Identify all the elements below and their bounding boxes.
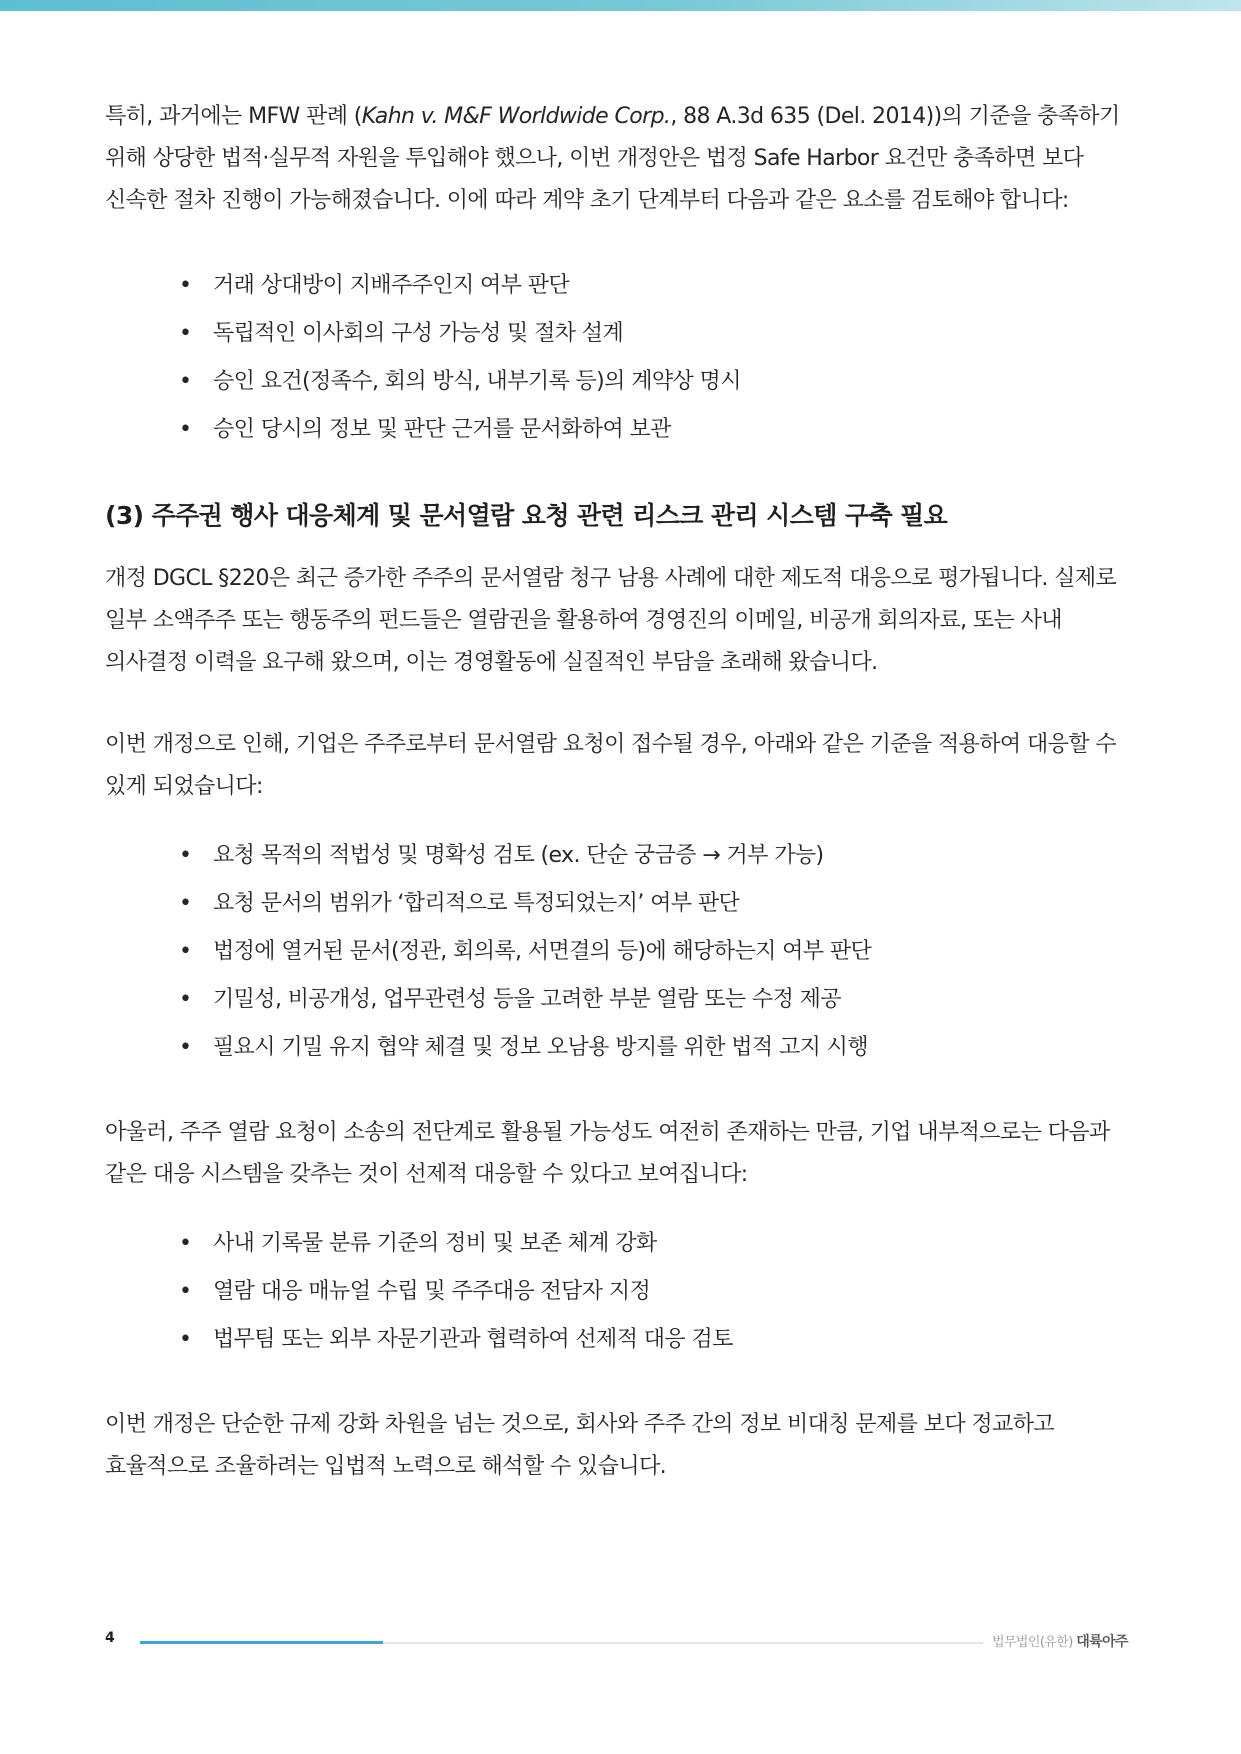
bullet-icon: • (179, 1231, 192, 1256)
paragraph-conclusion: 이번 개정은 단순한 규제 강화 차원을 넘는 것으로, 회사와 주주 간의 정보 비대칭 문제를 보다 정교하고 효율적으로 조율하려는 입법적 노력으로 해석할 수 있습니다. (105, 1412, 1055, 1479)
paragraph-mfw-before: 특히, 과거에는 MFW 판례 ( (105, 104, 362, 129)
bullet-icon: • (179, 1035, 192, 1060)
list-item: • 기밀성, 비공개성, 업무관련성 등을 고려한 부분 열람 또는 수정 제공 (177, 976, 1135, 1024)
list-item: • 요청 목적의 적법성 및 명확성 검토 (ex. 단순 궁금증 → 거부 가능) (177, 832, 1135, 880)
paragraph-amendment-effect: 이번 개정으로 인해, 기업은 주주로부터 문서열람 요청이 접수될 경우, 아래와 같은 기준을 적용하여 대응할 수 있게 되었습니다: (105, 732, 1116, 799)
bullet-icon: • (179, 891, 192, 916)
list-item: • 승인 요건(정족수, 회의 방식, 내부기록 등)의 계약상 명시 (177, 358, 1135, 406)
paragraph-response-system: 아울러, 주주 열람 요청이 소송의 전단계로 활용될 가능성도 여전히 존재하는 만큼, 기업 내부적으로는 다음과 같은 대응 시스템을 갖추는 것이 선제적 대응할 수 있다고 보여집니다: (105, 1120, 1110, 1187)
list-item: • 법무팀 또는 외부 자문기관과 협력하여 선제적 대응 검토 (177, 1316, 1135, 1364)
list-item: • 필요시 기밀 유지 협약 체결 및 정보 오남용 방지를 위한 법적 고지 시행 (177, 1024, 1135, 1072)
bullet-icon: • (179, 273, 192, 298)
bullet-icon: • (179, 417, 192, 442)
top-accent-bar (0, 0, 1241, 11)
bullet-icon: • (179, 1279, 192, 1304)
page-footer (0, 1628, 1241, 1658)
inspection-criteria-list (105, 832, 1135, 1072)
list-item: • 승인 당시의 정보 및 판단 근거를 문서화하여 보관 (177, 406, 1135, 454)
list-item: • 독립적인 이사회의 구성 가능성 및 절차 설계 (177, 310, 1135, 358)
footer-divider-accent (140, 1641, 383, 1644)
paragraph-mfw-after: , 88 A.3d 635 (Del. 2014))의 기준을 충족하기 위해 상당한 법적·실무적 자원을 투입해야 했으나, 이번 개정안은 법정 Safe Harbor 요건만 충족하면 보다 신속한 절차 진행이 가능해졌습니다. 이에 따라 계약 초기 단계부터 다음과 같은 요소를 검토해야 합니다: (105, 104, 1120, 213)
bullet-icon: • (179, 321, 192, 346)
list-item: • 거래 상대방이 지배주주인지 여부 판단 (177, 262, 1135, 310)
bullet-icon: • (179, 369, 192, 394)
firm-prefix: 법무법인(유한) (992, 1635, 1073, 1650)
bullet-icon: • (179, 1327, 192, 1352)
bullet-icon: • (179, 939, 192, 964)
firm-brand: 대륙아주 (1076, 1634, 1128, 1650)
paragraph-dgcl-220: 개정 DGCL §220은 최근 증가한 주주의 문서열람 청구 남용 사례에 대한 제도적 대응으로 평가됩니다. 실제로 일부 소액주주 또는 행동주의 펀드들은 열람권을 활용하여 경영진의 이메일, 비공개 회의자료, 또는 사내 의사결정 이력을 요구해 왔으며, 이는 경영활동에 실질적인 부담을 초래해 왔습니다. (105, 566, 1117, 675)
paragraph-mfw (105, 96, 1135, 222)
list-item: • 법정에 열거된 문서(정관, 회의록, 서면결의 등)에 해당하는지 여부 판단 (177, 928, 1135, 976)
response-system-list (105, 1220, 1135, 1364)
document-body (105, 96, 1135, 1528)
list-item: • 요청 문서의 범위가 ‘합리적으로 특정되었는지’ 여부 판단 (177, 880, 1135, 928)
bullet-icon: • (179, 843, 192, 868)
review-elements-list (105, 262, 1135, 454)
list-item: • 열람 대응 매뉴얼 수립 및 주주대응 전담자 지정 (177, 1268, 1135, 1316)
section-heading: (3) 주주권 행사 대응체계 및 문서열람 요청 관련 리스크 관리 시스템 구축 필요 (105, 501, 948, 530)
case-citation: Kahn v. M&F Worldwide Corp. (361, 104, 671, 129)
page-number: 4 (105, 1630, 115, 1646)
bullet-icon: • (179, 987, 192, 1012)
list-item: • 사내 기록물 분류 기준의 정비 및 보존 체계 강화 (177, 1220, 1135, 1268)
firm-name (992, 1631, 1128, 1651)
